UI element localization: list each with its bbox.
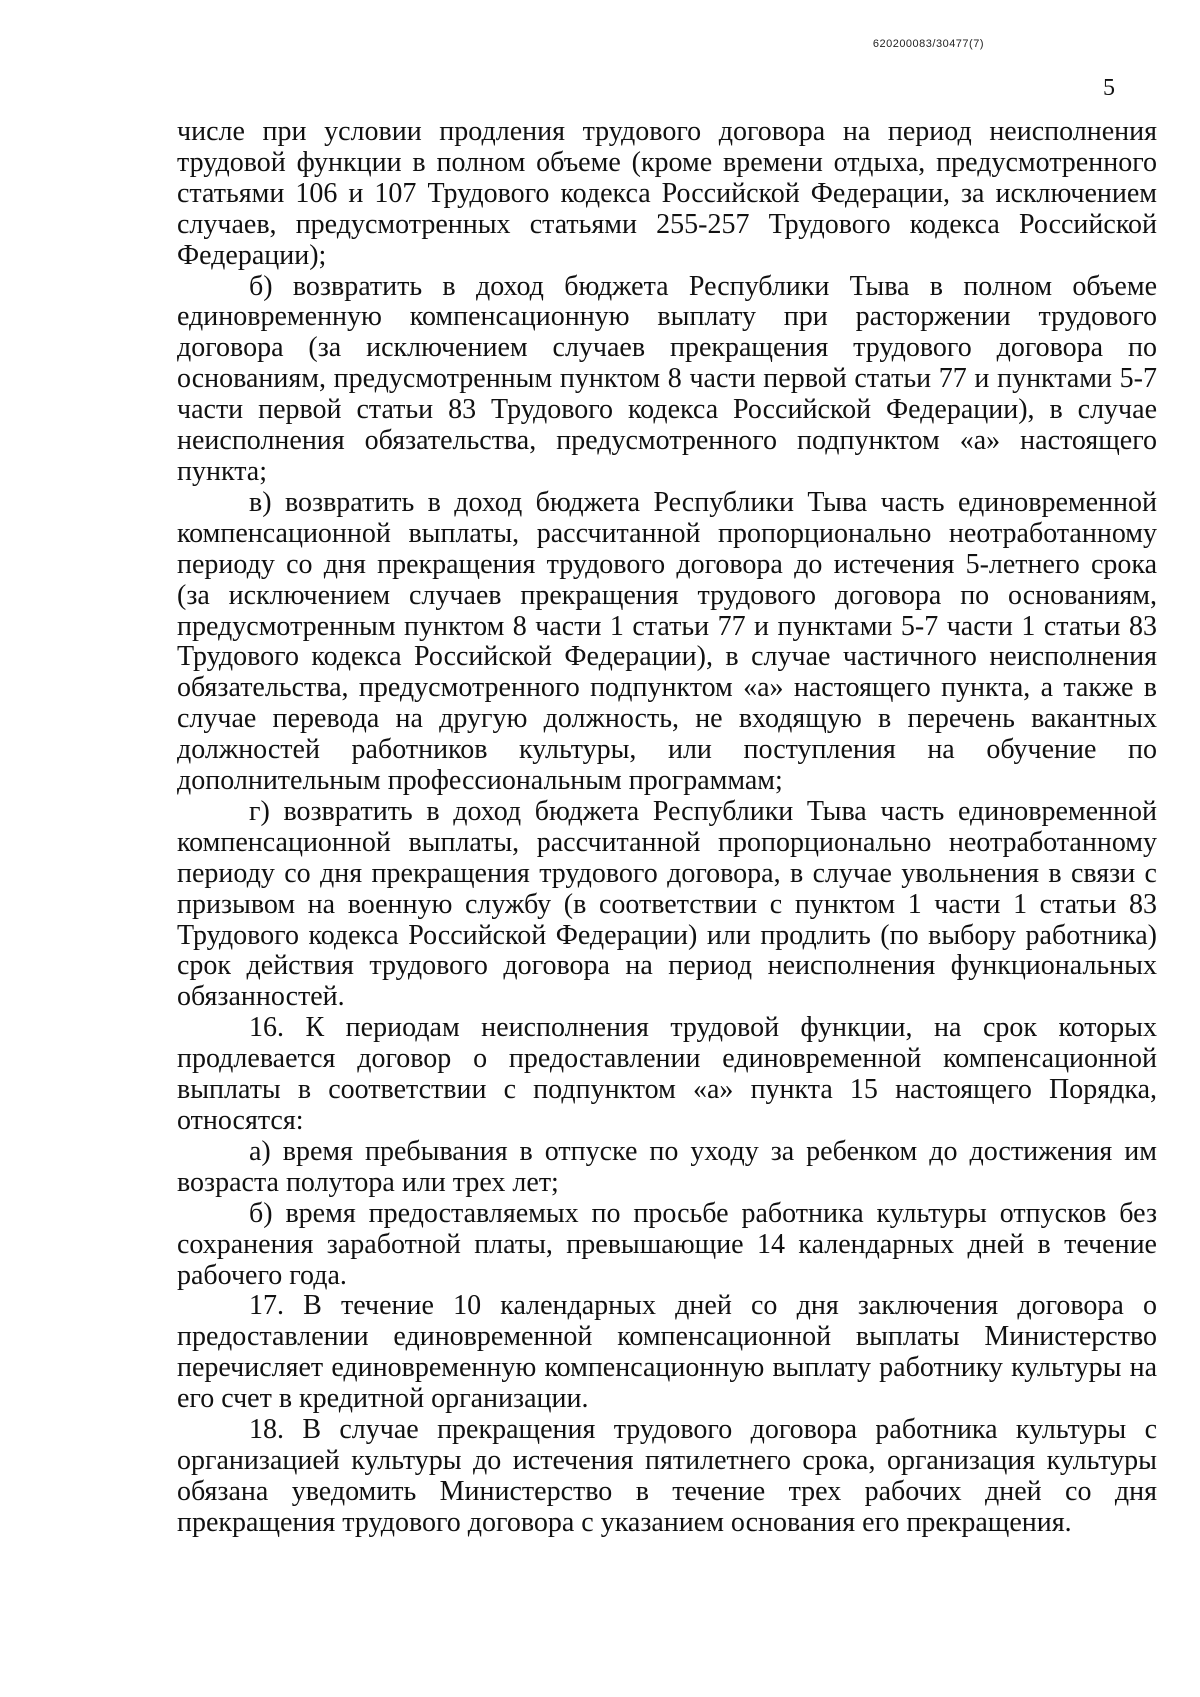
paragraph-item-17: 17. В течение 10 календарных дней со дня заключения договора о предоставлении единовременной компенсационной выплаты Министерство перечисляет единовременную компенсационную выплату работнику культуры на его счет в кредитной организации. xyxy=(177,1290,1157,1415)
page-number: 5 xyxy=(1103,75,1115,101)
paragraph-subitem-v: в) возвратить в доход бюджета Республики Тыва часть единовременной компенсационной выплаты, рассчитанной пропорционально неотработанному периоду со дня прекращения трудового договора до истечения 5-летнего срока (за исключением случаев прекращения трудового договора по основаниям, предусмотренным пунктом 8 части 1 статьи 77 и пунктами 5-7 части 1 статьи 83 Трудового кодекса Российской Федерации), в случае частичного неисполнения обязательства, предусмотренного подпунктом «а» настоящего пункта, а также в случае перевода на другую должность, не входящую в перечень вакантных должностей работников культуры, или поступления на обучение по дополнительным профессиональным программам; xyxy=(177,486,1157,797)
paragraph-subitem-b: б) возвратить в доход бюджета Республики Тыва в полном объеме единовременную компенсационную выплату при расторжении трудового договора (за исключением случаев прекращения трудового договора по основаниям, предусмотренным пунктом 8 части первой статьи 77 и пунктами 5-7 части первой статьи 83 Трудового кодекса Российской Федерации), в случае неисполнения обязательства, предусмотренного подпунктом «а» настоящего пункта; xyxy=(177,270,1157,487)
paragraph-continuation: числе при условии продления трудового договора на период неисполнения трудовой функции в полном объеме (кроме времени отдыха, предусмотренного статьями 106 и 107 Трудового кодекса Российской Федерации, за исключением случаев, предусмотренных статьями 255-257 Трудового кодекса Российской Федерации); xyxy=(177,116,1157,271)
paragraph-item-18: 18. В случае прекращения трудового договора работника культуры с организацией культуры до истечения пятилетнего срока, организация культуры обязана уведомить Министерство в течение трех рабочих дней со дня прекращения трудового договора с указанием основания его прекращения. xyxy=(177,1414,1157,1538)
document-body xyxy=(177,117,1157,1539)
paragraph-subitem-g: г) возвратить в доход бюджета Республики Тыва часть единовременной компенсационной выплаты, рассчитанной пропорционально неотработанному периоду со дня прекращения трудового договора, в случае увольнения в связи с призывом на военную службу (в соответствии с пунктом 1 части 1 статьи 83 Трудового кодекса Российской Федерации) или продлить (по выбору работника) срок действия трудового договора на период неисполнения функциональных обязанностей. xyxy=(177,795,1157,1013)
paragraph-item-16-a: а) время пребывания в отпуске по уходу за ребенком до достижения им возраста полутора или трех лет; xyxy=(177,1135,1157,1198)
paragraph-item-16-b: б) время предоставляемых по просьбе работника культуры отпусков без сохранения заработной платы, превышающие 14 календарных дней в течение рабочего года. xyxy=(177,1197,1157,1291)
document-registration-code: 620200083/30477(7) xyxy=(872,38,984,50)
paragraph-item-16: 16. К периодам неисполнения трудовой функции, на срок которых продлевается договор о предоставлении единовременной компенсационной выплаты в соответствии с подпунктом «а» пункта 15 настоящего Порядка, относятся: xyxy=(177,1012,1157,1136)
